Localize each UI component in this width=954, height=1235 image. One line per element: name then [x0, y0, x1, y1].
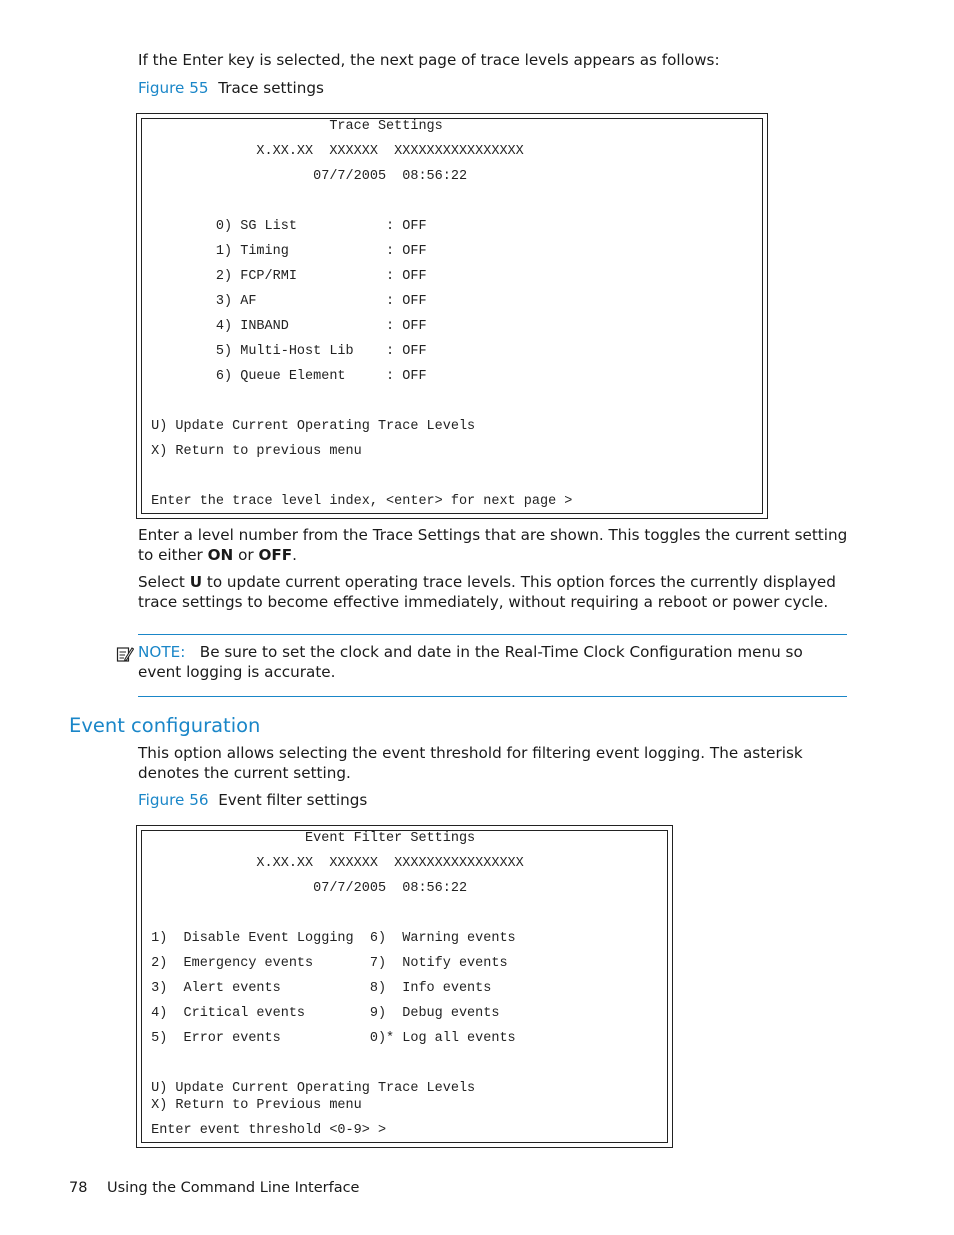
footer-title: Using the Command Line Interface [107, 1180, 360, 1196]
section-heading: Event configuration [69, 714, 261, 737]
update-paragraph-text-b: to update current operating trace levels. This option forces the currently displayed trace settings to become effective immediately, without requiring a reboot or power cycle. [138, 573, 836, 611]
toggle-paragraph-text-b: or [233, 545, 259, 564]
page-number: 78 [69, 1180, 88, 1196]
update-paragraph [138, 573, 848, 612]
event-filter-screen [136, 825, 673, 1148]
update-paragraph-text-a: Select [138, 573, 190, 591]
figure-56-title: Event filter settings [218, 791, 368, 809]
event-filter-line: U) Update Current Operating Trace Levels [143, 1081, 476, 1096]
figure-56-caption [138, 791, 367, 810]
event-filter-line: Event Filter Settings [143, 831, 476, 846]
note-bottom-rule [138, 696, 847, 697]
trace-settings-line: X.XX.XX XXXXXX XXXXXXXXXXXXXXXX [143, 144, 524, 159]
trace-settings-line: 07/7/2005 08:56:22 [143, 169, 468, 184]
event-filter-line: 1) Disable Event Logging 6) Warning events [143, 931, 516, 946]
toggle-paragraph-text-a: Enter a level number from the Trace Settings that are shown. This toggles the current setting to either [138, 526, 848, 564]
event-filter-line: 4) Critical events 9) Debug events [143, 1006, 500, 1021]
u-keyword: U [189, 573, 203, 591]
trace-settings-line: X) Return to previous menu [143, 444, 362, 459]
figure-55-label: Figure 55 [138, 79, 209, 97]
on-keyword: ON [207, 545, 234, 564]
trace-settings-line: 4) INBAND : OFF [143, 319, 427, 334]
toggle-paragraph [138, 526, 848, 565]
figure-56-label: Figure 56 [138, 791, 209, 809]
trace-settings-line: U) Update Current Operating Trace Levels [143, 419, 476, 434]
event-filter-line: 2) Emergency events 7) Notify events [143, 956, 508, 971]
trace-settings-line: Trace Settings [143, 119, 443, 134]
event-filter-line: 3) Alert events 8) Info events [143, 981, 492, 996]
trace-settings-screen [136, 113, 768, 519]
event-filter-line: 5) Error events 0)* Log all events [143, 1031, 516, 1046]
event-filter-line: X.XX.XX XXXXXX XXXXXXXXXXXXXXXX [143, 856, 524, 871]
figure-55-caption [138, 79, 324, 98]
trace-settings-line: 3) AF : OFF [143, 294, 427, 309]
section-text: This option allows selecting the event threshold for filtering event logging. The asterisk denotes the current setting. [138, 744, 803, 782]
intro-text: If the Enter key is selected, the next page of trace levels appears as follows: [138, 51, 720, 69]
trace-settings-line: 1) Timing : OFF [143, 244, 427, 259]
event-filter-line: X) Return to Previous menu [143, 1098, 362, 1113]
note-body: Be sure to set the clock and date in the Real-Time Clock Configuration menu so event logging is accurate. [138, 643, 803, 681]
note-text [138, 643, 848, 682]
event-filter-line: 07/7/2005 08:56:22 [143, 881, 468, 896]
note-icon [116, 645, 134, 663]
trace-settings-line: 0) SG List : OFF [143, 219, 427, 234]
trace-settings-line: 6) Queue Element : OFF [143, 369, 427, 384]
note-label: NOTE: [138, 643, 186, 661]
trace-settings-line: 2) FCP/RMI : OFF [143, 269, 427, 284]
figure-55-title: Trace settings [218, 79, 324, 97]
event-filter-line: Enter event threshold <0-9> > [143, 1123, 387, 1138]
toggle-paragraph-text-c: . [292, 545, 297, 564]
trace-settings-line: Enter the trace level index, <enter> for next page > [143, 494, 573, 509]
note-top-rule [138, 634, 847, 635]
trace-settings-line: 5) Multi-Host Lib : OFF [143, 344, 427, 359]
off-keyword: OFF [258, 545, 293, 564]
